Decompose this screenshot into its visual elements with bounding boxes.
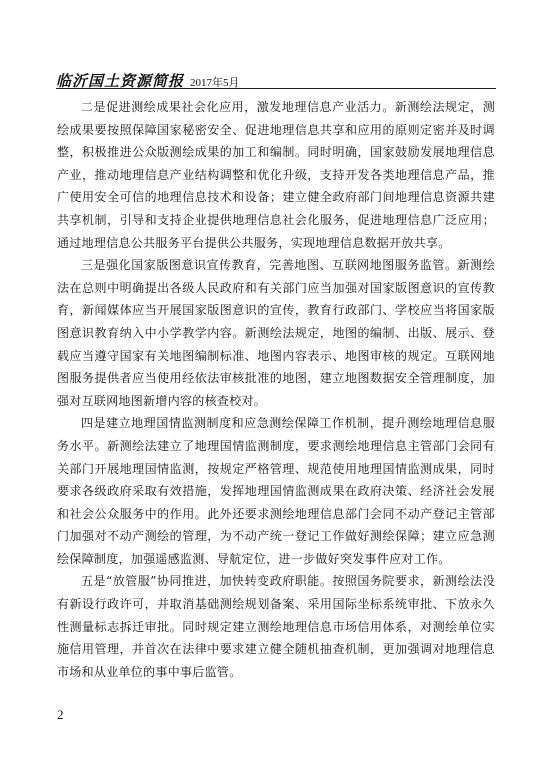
paragraph-4: 四是建立地理国情监测制度和应急测绘保障工作机制，提升测绘地理信息服务水平。新测绘法建立了地理国情监测制度，要求测绘地理信息主管部门会同有关部门开展地理国情监测，按规定严格管理、规范使用地理国情监测成果，同时要求各级政府采取有效措施，发挥地理国情监测成果在政府决策、经济社会发展和社会公众服务中的作用。此外还要求测绘地理信息部门会同不动产登记主管部门加强对不动产测绘的管理，为不动产统一登记工作做好测绘保障；建立应急测绘保障制度，加强遥感监测、导航定位，进一步做好突发事件应对工作。 bbox=[57, 416, 495, 566]
publication-title: 临沂国土资源简报 bbox=[56, 72, 185, 90]
page-number: 2 bbox=[57, 707, 64, 722]
paragraph-5: 五是“放管服”协同推进，加快转变政府职能。按照国务院要求，新测绘法没有新设行政许可，并取消基础测绘规划备案、采用国际坐标系统审批、下放永久性测量标志拆迁审批。同时规定建立测绘地理信息市场信用体系，对测绘单位实施信用管理，并首次在法律中要求建立健全随机抽查机制，更加强调对地理信息市场和从业单位的事中事后监管。 bbox=[57, 574, 495, 679]
paragraph-3: 三是强化国家版图意识宣传教育，完善地图、互联网地图服务监管。新测绘法在总则中明确提出各级人民政府和有关部门应当加强对国家版图意识的宣传教育，新闻媒体应当开展国家版图意识的宣传，教育行政部门、学校应当将国家版图意识教育纳入中小学教学内容。新测绘法规定，地图的编制、出版、展示、登载应当遵守国家有关地图编制标准、地图内容表示、地图审核的规定。互联网地图服务提供者应当使用经依法审核批准的地图，建立地图数据安全管理制度，加强对互联网地图新增内容的核查校对。 bbox=[57, 258, 495, 408]
article-body bbox=[57, 96, 495, 683]
header-rule bbox=[56, 88, 496, 89]
paragraph-2: 二是促进测绘成果社会化应用，激发地理信息产业活力。新测绘法规定，测绘成果要按照保障国家秘密安全、促进地理信息共享和应用的原则定密并及时调整，积极推进公众版测绘成果的加工和编制。同时明确，国家鼓励发展地理信息产业，推动地理信息产业结构调整和优化升级，支持开发各类地理信息产品，推广使用安全可信的地理信息技术和设备；建立健全政府部门间地理信息资源共建共享机制，引导和支持企业提供地理信息社会化服务，促进地理信息广泛应用；通过地理信息公共服务平台提供公共服务，实现地理信息数据开放共享。 bbox=[57, 100, 495, 250]
issue-date: 2017年5月 bbox=[190, 77, 240, 89]
